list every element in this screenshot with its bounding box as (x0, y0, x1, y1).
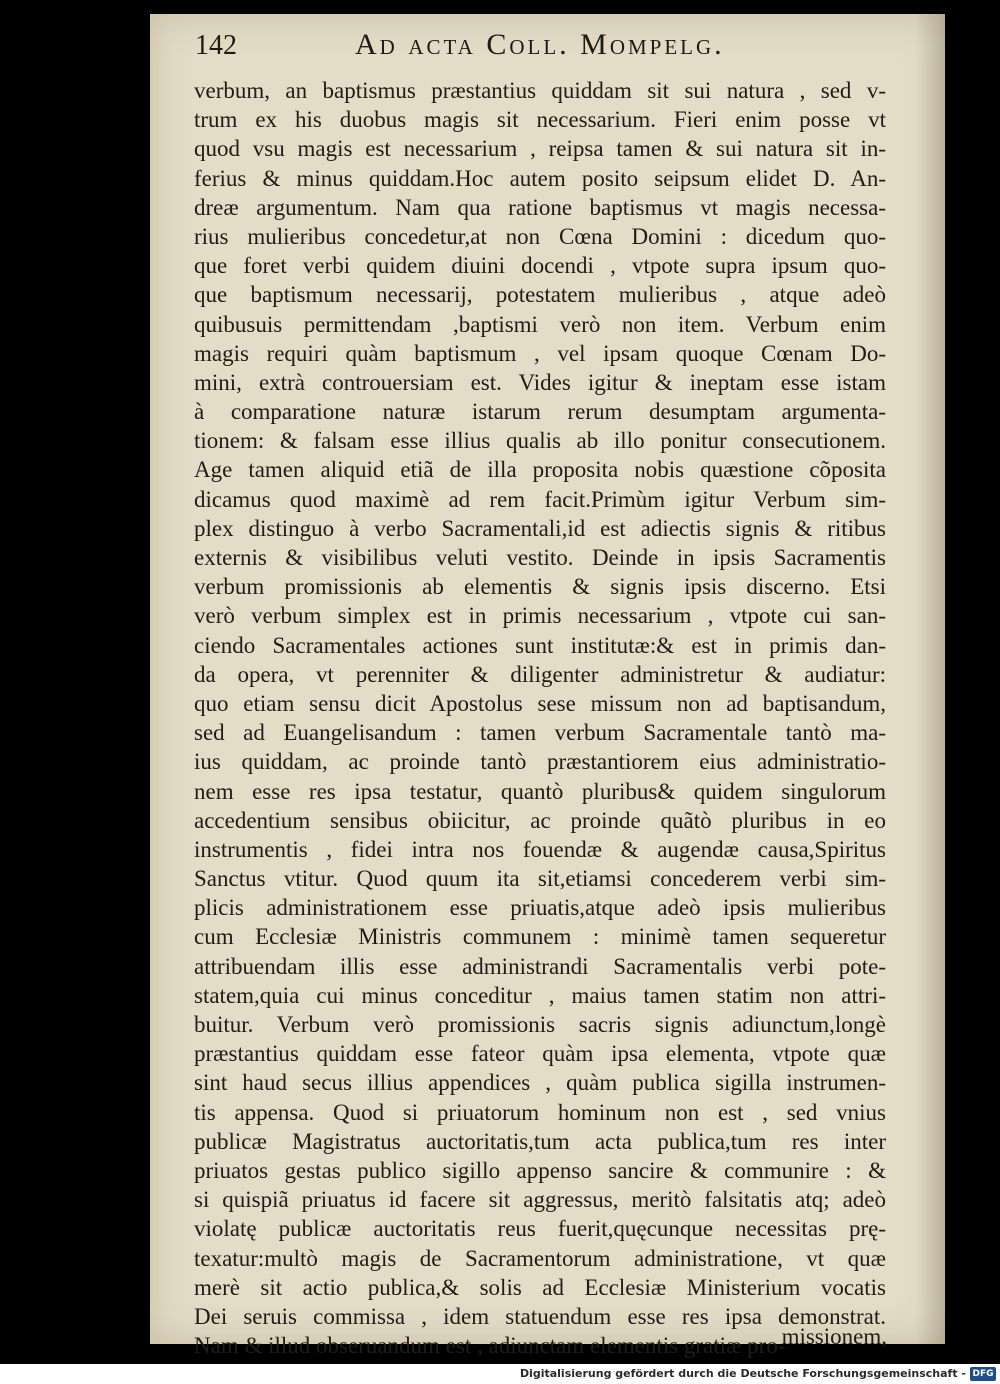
text-line: quibusuis permittendam ,baptismi verò non item. Verbum enim (194, 311, 886, 337)
text-line: plex distinguo à verbo Sacramentali,id est adiectis signis & ritibus (194, 515, 886, 541)
text-line: verò verbum simplex est in primis necessarium , vtpote cui san- (194, 603, 886, 629)
text-line: trum ex his duobus magis sit necessarium. Fieri enim posse vt (194, 107, 886, 133)
text-line: tionem: & falsam esse illius qualis ab illo ponitur consecutionem. (194, 428, 886, 454)
text-line: nem esse res ipsa testatur, quantò pluribus& quidem singulorum (194, 778, 886, 804)
text-line: que foret verbi quidem diuini docendi , vtpote supra ipsum quo- (194, 253, 886, 279)
text-line: cum Ecclesiæ Ministris communem : minimè tamen sequeretur (194, 924, 886, 950)
text-line: præstantius quiddam esse fateor quàm ipsa elementa, vtpote quæ (194, 1041, 886, 1067)
text-line: Sanctus vtitur. Quod quum ita sit,etiamsi concederem verbi sim- (194, 866, 886, 892)
text-line: instrumentis , fidei intra nos fouendæ & augendæ causa,Spiritus (194, 836, 886, 862)
text-line: à comparatione naturæ istarum rerum desumptam argumenta- (194, 399, 886, 425)
page-edge-shadow (915, 14, 945, 1344)
dfg-logo-icon: DFG (970, 1367, 996, 1381)
catchword: missionem, (781, 1324, 887, 1349)
book-page (150, 14, 945, 1359)
text-line: plicis administrationem esse priuatis,atque adeò ipsis mulieribus (194, 895, 886, 921)
text-line: accedentium sensibus obiicitur, ac proinde quãtò pluribus in eo (194, 807, 886, 833)
text-line: merè sit actio publica,& solis ad Ecclesiæ Ministerium vocatis (194, 1274, 886, 1300)
text-line: Nam & illud obseruandum est , adiunctam elementis gratiæ pro- (194, 1333, 786, 1359)
text-line: publicæ Magistratus auctoritatis,tum acta publica,tum res inter (194, 1128, 886, 1154)
text-line: texatur:multò magis de Sacramentorum administratione, vt quæ (194, 1245, 886, 1271)
text-line: si quispiã priuatus id facere sit aggressus, meritò falsitatis atq; adeò (194, 1187, 886, 1213)
page-header (195, 18, 885, 68)
text-line: ius quiddam, ac proinde tantò præstantiorem eius administratio- (194, 749, 886, 775)
text-line: externis & visibilibus veluti vestito. Deinde in ipsis Sacramentis (194, 545, 886, 570)
running-head: Ad acta Coll. Mompelg. (355, 28, 725, 61)
text-line: verbum, an baptismus præstantius quiddam sit sui natura , sed v- (194, 78, 886, 103)
text-line: quod vsu magis est necessarium , reipsa tamen & sui natura sit in- (194, 136, 886, 162)
page-number: 142 (195, 30, 237, 61)
text-line: buitur. Verbum verò promissionis sacris signis adiunctum,longè (194, 1012, 886, 1037)
text-line: dicamus quod maximè ad rem facit.Primùm igitur Verbum sim- (194, 486, 886, 512)
text-line: rius mulieribus concedetur,at non Cœna Domini : dicedum quo- (194, 223, 886, 249)
text-line: attribuendam illis esse administrandi Sacramentalis verbi pote- (194, 953, 886, 979)
text-line: verbum promissionis ab elementis & signis ipsis discerno. Etsi (194, 574, 886, 600)
text-line: priuatos gestas publico sigillo appenso sancire & communire : & (194, 1157, 886, 1183)
text-line: que baptismum necessarij, potestatem mulieribus , atque adeò (194, 282, 886, 308)
footer-strip (0, 1364, 1000, 1384)
text-line: Dei seruis commissa , idem statuendum esse res ipsa demonstrat. (194, 1303, 886, 1329)
text-line: Age tamen aliquid etiã de illa proposita nobis quæstione cõposita (194, 457, 886, 483)
text-line: ciendo Sacramentales actiones sunt institutæ:& est in primis dan- (194, 632, 886, 658)
text-line: quo etiam sensu dicit Apostolus sese missum non ad baptisandum, (194, 690, 886, 716)
text-line: tis appensa. Quod si priuatorum hominum non est , sed vnius (194, 1099, 886, 1125)
text-line: ferius & minus quiddam.Hoc autem posito seipsum elidet D. An- (194, 165, 886, 191)
text-line: da opera, vt perenniter & diligenter administretur & audiatur: (194, 661, 886, 687)
footer-credit: Digitalisierung gefördert durch die Deutsche Forschungsgemeinschaft - (519, 1367, 966, 1380)
text-line: statem,quia cui minus conceditur , maius tamen statim non attri- (194, 982, 886, 1008)
body-text (194, 76, 886, 1360)
text-line: sint haud secus illius appendices , quàm publica sigilla instrumen- (194, 1070, 886, 1096)
text-line: violatę publicæ auctoritatis reus fuerit,quęcunque necessitas prę- (194, 1216, 886, 1242)
text-line: magis requiri quàm baptismum , vel ipsam quoque Cœnam Do- (194, 340, 886, 366)
text-line: dreæ argumentum. Nam qua ratione baptismus vt magis necessa- (194, 194, 886, 220)
text-line: sed ad Euangelisandum : tamen verbum Sacramentale tantò ma- (194, 720, 886, 746)
text-line: mini, extrà controuersiam est. Vides igitur & ineptam esse istam (194, 369, 886, 395)
